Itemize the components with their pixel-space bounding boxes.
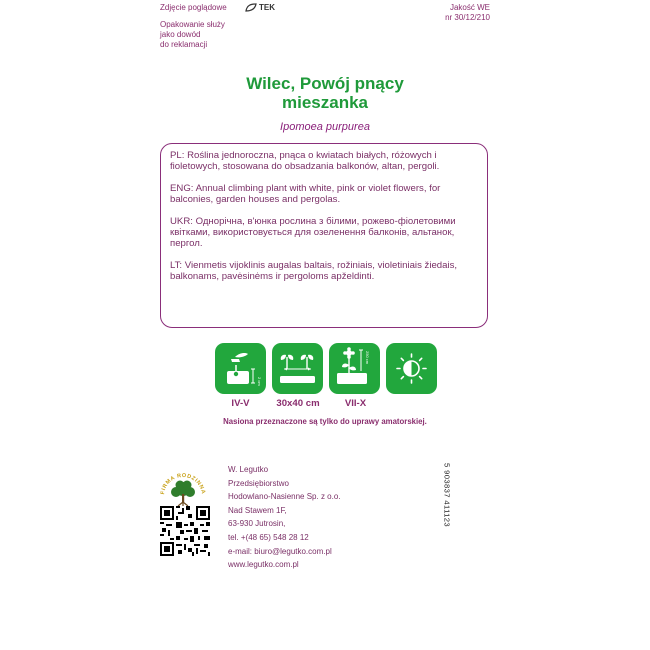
logo-text: FIRMA RODZINNA (160, 472, 207, 495)
latin-name: Ipomoea purpurea (280, 121, 370, 133)
title-line-2: mieszanka (282, 93, 368, 112)
depth-label: 2 cm (257, 377, 262, 386)
leaf-icon (245, 3, 257, 12)
company-email[interactable]: e-mail: biuro@legutko.com.pl (228, 546, 332, 556)
company-city: 63-930 Jutrosin, (228, 519, 286, 529)
description-lt: LT: Vienmetis vijoklinis augalas baltais, rožiniais, violetiniais žiedais, balkonams, pavėsinėms ir pergoloms apželdinti. (170, 260, 458, 282)
complaint-line: Opakowanie służy (160, 20, 225, 29)
complaint-line: do reklamacji (160, 40, 208, 49)
plant-spacing-icon (272, 343, 323, 394)
company-name: W. Legutko (228, 465, 269, 474)
description-box (160, 143, 488, 328)
plant-height-icon (329, 343, 380, 394)
product-title (0, 74, 650, 112)
tek-mark (245, 3, 275, 12)
flowering-period: VII-X (344, 398, 367, 409)
height-label: 250 cm (365, 351, 370, 365)
empty-label (387, 398, 438, 409)
quality-label: Jakość WE (449, 3, 490, 12)
barcode (437, 463, 452, 575)
sowing-depth-icon (215, 343, 266, 394)
pictogram-row (215, 343, 437, 394)
quality-number: nr 30/12/210 (445, 13, 490, 22)
sowing-period: IV-V (231, 398, 250, 409)
amateur-use-notice: Nasiona przeznaczone są tylko do uprawy amatorskiej. (223, 417, 427, 426)
description-ukr: UKR: Однорічна, в'юнка рослина з білими, рожево-фіолетовими квітками, використовується для озеленення балконів, альтанок, пергол. (170, 216, 456, 249)
company-website[interactable]: www.legutko.com.pl (228, 560, 299, 570)
pictogram-labels (215, 398, 438, 409)
description-eng: ENG: Annual climbing plant with white, pink or violet flowers, for balconies, garden houses and pergolas. (170, 183, 441, 205)
sun-partial-shade-icon (386, 343, 437, 394)
qr-code[interactable] (160, 506, 210, 556)
company-phone: tel. +(48 65) 548 28 12 (228, 532, 309, 542)
company-line: Hodowlano-Nasienne Sp. z o.o. (228, 492, 341, 502)
barcode-number: 5 903837 411123 (442, 463, 452, 527)
description-pl: PL: Roślina jednoroczna, pnąca o kwiatach białych, różowych i fioletowych, stosowana do obsadzania balkonów, altan, pergoli. (170, 150, 440, 172)
title-line-1: Wilec, Powój pnący (246, 74, 404, 93)
company-address: Nad Stawem 1F, (228, 505, 287, 515)
tek-label: TEK (259, 3, 275, 12)
company-line: Przedsiębiorstwo (228, 478, 289, 488)
plant-spacing-value: 30x40 cm (276, 398, 320, 409)
company-info (228, 463, 341, 572)
preview-photo-label: Zdjęcie poglądowe (160, 3, 227, 12)
quality-info (445, 3, 490, 23)
complaint-line: jako dowód (160, 30, 201, 39)
complaint-note (160, 20, 225, 50)
